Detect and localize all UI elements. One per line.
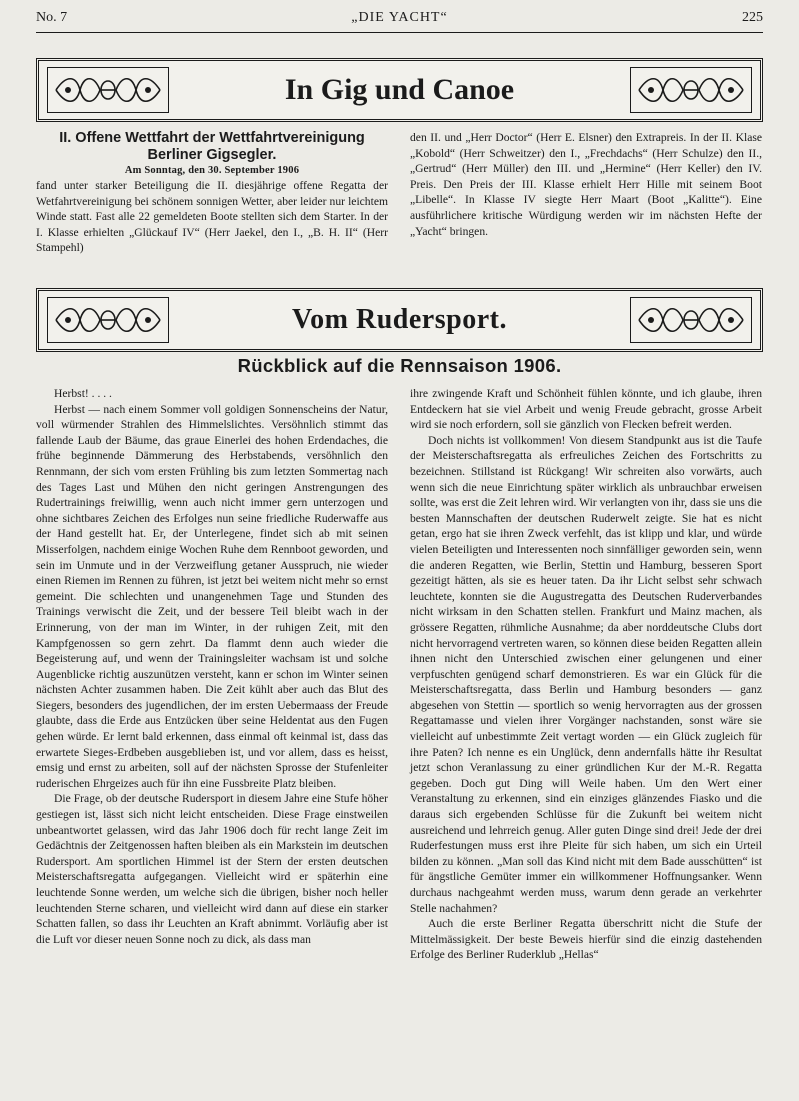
art-nouveau-ornament-icon (635, 73, 747, 107)
article1-text-left: fand unter starker Beteiligung die II. diesjährige offene Regatta der Wetfahrtvereinigung bei schönem sonnigen Wetter, aber leider nur leichtem Winde statt. Fast alle 22 gemeldeten Boote stellten sich dem Starter. In der I. Klasse erhielten „Glückauf IV“ (Herr Jaekel, den I., „B. H. II“ (Herr Stampehl) (36, 179, 388, 255)
art-nouveau-ornament-icon (635, 303, 747, 337)
article2-right-paragraph: Doch nichts ist vollkommen! Von diesem Standpunkt aus ist die Taufe der Meisterschaftsregatta als erfreuliches Zeichen des Fortschritts zu bezeichnen. Stillstand ist Rückgang! Wir schreiten also vorwärts, auch wenn sich die neue Einrichtung später wirklich als unbrauchbar erweisen sollte, was erst die Zeit lehren wird. Wir verlangten von ihr, dass sie uns die besten Mannschaften der deutschen Ruderwelt zeigte. Sie hat es nicht getan, ergo hat sie ihren Zweck verfehlt, das ist klipp und klar, und würde vielen Beteiligten und Interessenten noch sinnfälliger geworden sein, wenn die anderen Regatten, wie Berlin, Stettin und Hamburg, besseren Sport gezeitigt hätten, als sie es heuer taten. Da ihr Licht selbst sehr schwach leuchtete, konnten sie die Augustregatta des Deutschen Ruderverbandes nicht wirksam in den Schatten stellen. Frankfurt und Mainz machen, als grössere Regatten, rühmliche Ausnahme; da aber norddeutsche Clubs dort nicht hervorragend vertreten waren, so können diese beiden Regatten allein ihnen nicht den Unterschied zwischen einer gelungenen und einer verpfuschten genügend scharf demonstrieren. Es war ein Glück für die Meisterschaftsregatta, dass Berlin und Hamburg besonders — ganz abgesehen von Stettin — sportlich so wenig hervorragten aus der grossen Regattamasse und vielen ihrer Vorgänger nachstanden, sonst wäre sie vielleicht auf unbestimmte Zeit vertagt worden — ein Glück zugleich für ihre Paten? Ich nenne es ein Unglück, denn andernfalls hätte ihr Resultat jetzt schon Veranlassung zu einer gründlichen Kur der M.-R. Regatta gegeben. Doch gut Ding will Weile haben. Um den Wert einer Veranstaltung zu erkennen, sind ein einziges glänzendes Fiasko und die daraus sich ergebenden Schlüsse für die Zukunft bei weitem nicht ausreichend und lehrreich genug. Aller guten Dinge sind drei! Jede der drei Ruderfestungen muss erst ihre Pleite für sich haben, um sich ein Urteil bilden zu können. „Man soll das Kind nicht mit dem Bade ausschütten“ ist für ängstliche Gemüter immer ein willkommener Hoffnungsanker. Wenn durchaus nachgeahmt werden muss, warum denn gerade an verkehrter Stelle nachahmen? (410, 433, 762, 915)
section-banner-rudersport (36, 288, 763, 352)
article1-left-column (36, 130, 388, 256)
article1-right-column (410, 130, 762, 239)
article2-right-paragraph: Auch die erste Berliner Regatta überschritt nicht die Stufe der Mittelmässigkeit. Der beste Beweis hierfür sind die einzig dastehenden Erfolge des Berliner Ruderklub „Hellas“ (410, 917, 762, 962)
article2-left-paragraph: Herbst — nach einem Sommer voll goldigen Sonnenscheins der Natur, voll würmender Strahlen des Himmelslichtes. Versöhnlich stimmt das fallende Laub der Bäume, das graue Einerlei des hohen Erdendaches, die frühe beginnende Dämmerung des Herbstabends, versöhnlich den Rennmann, der sich vom ersten Frühling bis zum letzten Sommertag nach des Tages Last und Mühen den nicht geringen Anstrengungen des Rudertrainings freiwillig, wenn auch nicht immer gern unterzogen und ohne sichtbares Zeichen des Erfolges nun seine friedliche Ruderwaffe aus der Hand gestellt hat. Er, der Unterlegene, findet sich ab mit seinen Misserfolgen, nachdem einige Wochen Ruhe dem Rennboot geworden, und sein im Unmute und in der Verzweiflung getaner Ausspruch, nie wieder einen Riemen im Rennen zu führen, ist jetzt bei weitem nicht mehr so ernst gemeint. Die schlechten und unangenehmen Tage und Stunden des Trainings verwischt die Zeit, und der bessere Teil bleibt wach in der Erinnerung, von der man im Winter, in der ruhigen Zeit, mit den Kampfgenossen so gern zehrt. Da flammt denn auch wieder die Begeisterung auf, und wenn der Trainingsleiter wachsam ist und solche Augenblicke richtig auszunützen versteht, kann er schon im Winter seinen nächsten Achter zusammen haben. Die Zeit kühlt aber auch das Blut des Siegers, besonders des jugendlichen, der im ersten Uebermaass der Freude glaubte, dass die Erde aus Entzücken über seine Heldentat aus den Fugen gehen würde. Er lernt bald erkennen, dass einmal oft keinmal ist, dass das erwartete Sieges-Erdbeben ausgeblieben ist, und vor allem, dass es heisst, emsig und ernst zu arbeiten, soll auf der nächsten Sprosse der Stufenleiter ruderischen Ehrgeizes auch für ihn eine Fussbreite Platz bleiben. (36, 402, 388, 790)
article1-text-right: den II. und „Herr Doctor“ (Herr E. Elsner) den Extrapreis. In der II. Klase „Kobold“ (Herr Schweitzer) den I., „Frechdachs“ (Herr Schulze) den II., „Gertrud“ (Herr Müller) den III. und „Hermine“ (Herr Keller) den IV. Preis. Den Preis der III. Klasse erhielt Herr Hille mit seinem Boot „Libelle“. In Klasse IV siegte Herr Maart (Boot „Kalitte“). Eine ausführlichere kritische Würdigung werden wir im nächsten Hefte der „Yacht“ bringen. (410, 131, 762, 238)
ornament-left-icon (47, 297, 169, 343)
art-nouveau-ornament-icon (52, 303, 164, 337)
issue-number: No. 7 (36, 10, 68, 25)
magazine-name: „DIE YACHT“ (351, 10, 448, 25)
header-rule (36, 32, 763, 33)
article2-right-column (410, 386, 762, 963)
ornament-right-icon (630, 297, 752, 343)
article2-left-paragraph: Herbst! . . . . (54, 387, 112, 400)
article1-headline: II. Offene Wettfahrt der Wettfahrtvereinigung Berliner Gigsegler. (59, 130, 365, 163)
ornament-left-icon (47, 67, 169, 113)
article2-left-paragraph: Die Frage, ob der deutsche Rudersport in diesem Jahre eine Stufe höher gestiegen ist, lässt sich nicht leicht entscheiden. Diese Frage einstweilen unbeantwortet gelassen, wird das Jahr 1906 doch für recht lange Zeit im Gedächtnis der Zeitgenossen haften bleiben als ein Markstein im deutschen Rudersport. Am sportlichen Himmel ist der Stern der ersten deutschen Meisterschaftsregatta aufgegangen. Vielleicht wird er späterhin eine leuchtende Sonne werden, um welche sich die übrigen, bisher noch heller leuchtenden Sterne scharen, und vielleicht wird dann auf diese ein starker Schatten fallen, so dass ihr Leuchten an Kraft abnimmt. Vorläufig aber ist die Luft vor dieser neuen Sonne noch zu dick, als dass man (36, 792, 388, 946)
page-number: 225 (742, 10, 763, 25)
article1-dateline: Am Sonntag, den 30. September 1906 (124, 165, 300, 176)
section-banner-gig-canoe (36, 58, 763, 122)
art-nouveau-ornament-icon (52, 73, 164, 107)
article2-title: Rückblick auf die Rennsaison 1906. (237, 355, 562, 376)
article2-left-column (36, 386, 388, 947)
ornament-right-icon (630, 67, 752, 113)
running-header (36, 6, 763, 28)
banner-title: Vom Rudersport. (292, 304, 507, 335)
article2-right-paragraph: ihre zwingende Kraft und Schönheit fühlen könnte, und ich glaube, ihren Entdeckern hat sie viel Arbeit und wenig Freude gebracht, grosse Arbeit wird sie noch erfordern, soll sie gänzlich von Flecken befreit werden. (410, 387, 762, 432)
banner-title: In Gig und Canoe (284, 73, 515, 106)
